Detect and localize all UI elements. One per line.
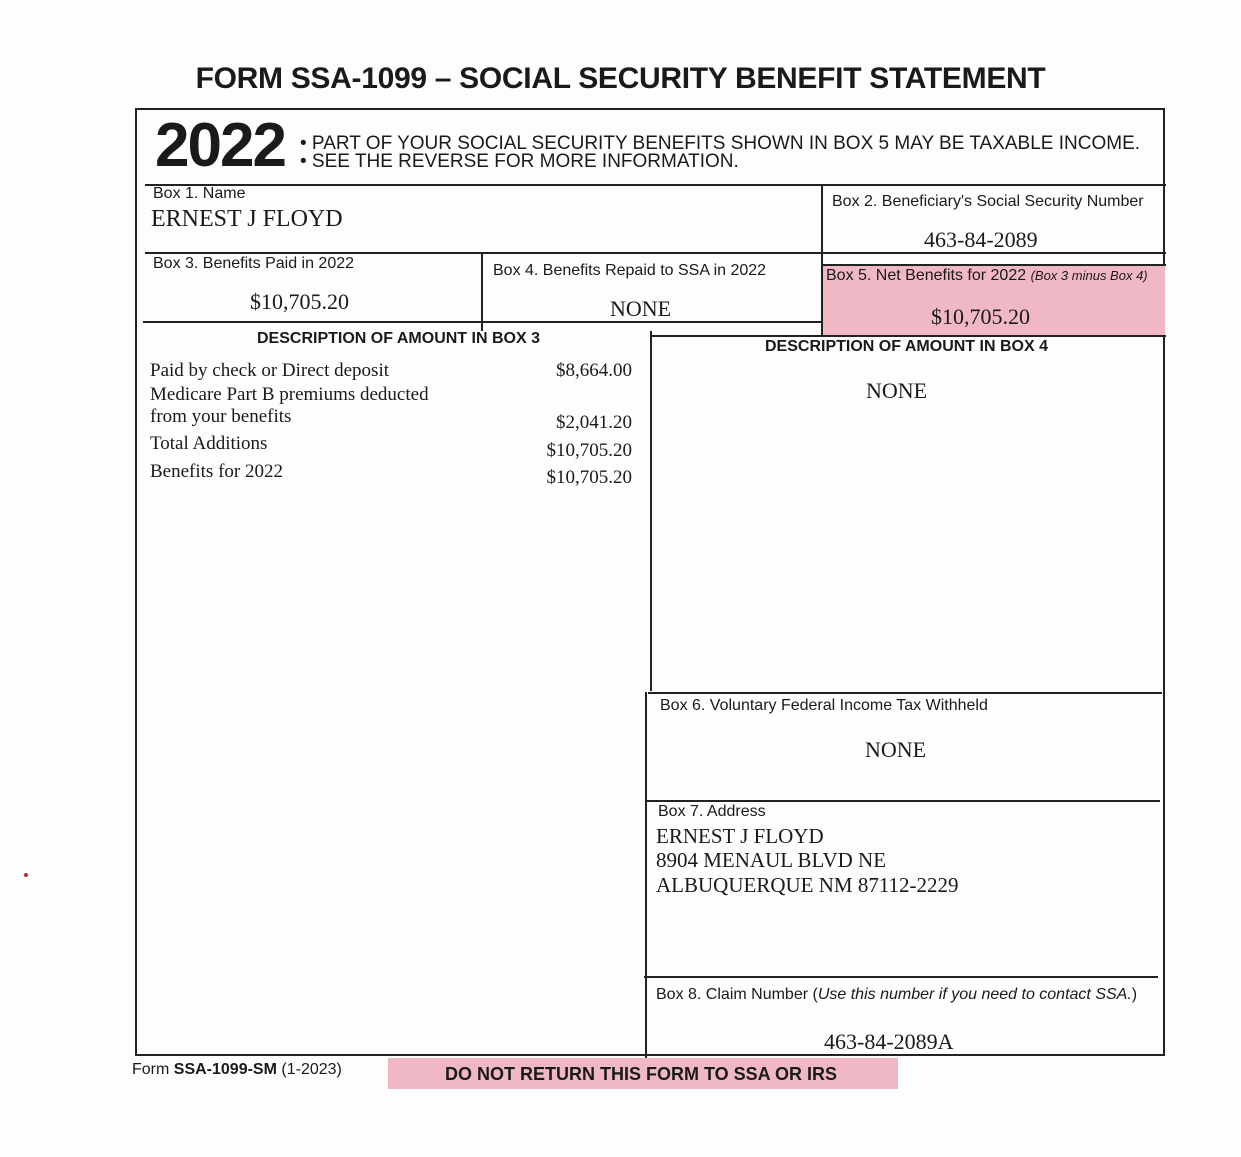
row-label: Benefits for 2022 [150,461,283,482]
desc-box4-value: NONE [866,378,928,403]
row-label: Total Additions [150,433,268,454]
desc-box3-row [150,461,632,488]
header-note-1: • PART OF YOUR SOCIAL SECURITY BENEFITS SHOWN IN BOX 5 MAY BE TAXABLE INCOME. [300,133,1141,154]
desc-box4-heading: DESCRIPTION OF AMOUNT IN BOX 4 [765,338,1048,355]
row-amount: $8,664.00 [556,360,632,381]
row-label: Medicare Part B premiums deducted [150,384,429,405]
divider [821,185,823,336]
divider [646,800,1160,802]
box8-label-note: Use this number if you need to contact SSA. [817,986,1132,1003]
box5-label [826,267,1148,285]
tax-year: 2022 [155,111,285,180]
divider [648,692,1162,694]
divider [145,184,1166,186]
form-title: FORM SSA-1099 – SOCIAL SECURITY BENEFIT STATEMENT [195,62,1046,95]
box4-label: Box 4. Benefits Repaid to SSA in 2022 [493,262,767,279]
form-id-code: SSA-1099-SM [173,1061,277,1078]
stray-mark [24,873,28,877]
box3-amount: $10,705.20 [250,289,349,314]
form-id-revision: (1-2023) [276,1061,342,1078]
divider [650,335,1166,337]
do-not-return-warning: DO NOT RETURN THIS FORM TO SSA OR IRS [445,1064,838,1084]
box1-label: Box 1. Name [153,185,246,202]
box1-name: ERNEST J FLOYD [151,206,343,232]
divider [823,264,1166,266]
form-id-prefix: Form [132,1061,174,1078]
box7-address-line: ERNEST J FLOYD [656,824,824,848]
divider [650,331,652,691]
desc-box3-row [150,433,632,461]
box6-label: Box 6. Voluntary Federal Income Tax Withheld [660,697,988,714]
box4-value: NONE [610,296,672,321]
box2-label: Box 2. Beneficiary's Social Security Number [832,193,1144,210]
box6-value: NONE [865,737,927,762]
box5-amount: $10,705.20 [931,304,1030,329]
box8-claim-number: 463-84-2089A [824,1029,954,1054]
row-amount: $10,705.20 [546,467,632,488]
box7-label: Box 7. Address [658,803,766,820]
box5-label-text: Box 5. Net Benefits for 2022 [826,267,1027,284]
box8-label-text: Box 8. Claim Number ( [656,986,818,1003]
box7-address-line: 8904 MENAUL BLVD NE [656,848,887,872]
row-label: from your benefits [150,406,292,427]
box8-label-close: ) [1131,986,1138,1003]
divider [143,321,823,323]
box2-ssn: 463-84-2089 [924,227,1038,252]
header-note-2: • SEE THE REVERSE FOR MORE INFORMATION. [300,151,739,172]
row-amount: $10,705.20 [546,440,632,461]
divider [645,692,647,1058]
box3-label: Box 3. Benefits Paid in 2022 [153,255,355,272]
desc-box3-heading: DESCRIPTION OF AMOUNT IN BOX 3 [257,330,540,347]
desc-box3-row [150,406,632,433]
desc-box3-row [150,384,632,406]
desc-box3-row [150,360,632,382]
box7-address-line: ALBUQUERQUE NM 87112-2229 [656,873,959,897]
divider [481,253,483,331]
box8-label [656,986,1137,1004]
row-label: Paid by check or Direct deposit [150,360,390,381]
divider [644,976,1158,978]
form-id [132,1061,342,1079]
row-amount: $2,041.20 [556,412,632,433]
box5-note: (Box 3 minus Box 4) [1030,268,1148,283]
